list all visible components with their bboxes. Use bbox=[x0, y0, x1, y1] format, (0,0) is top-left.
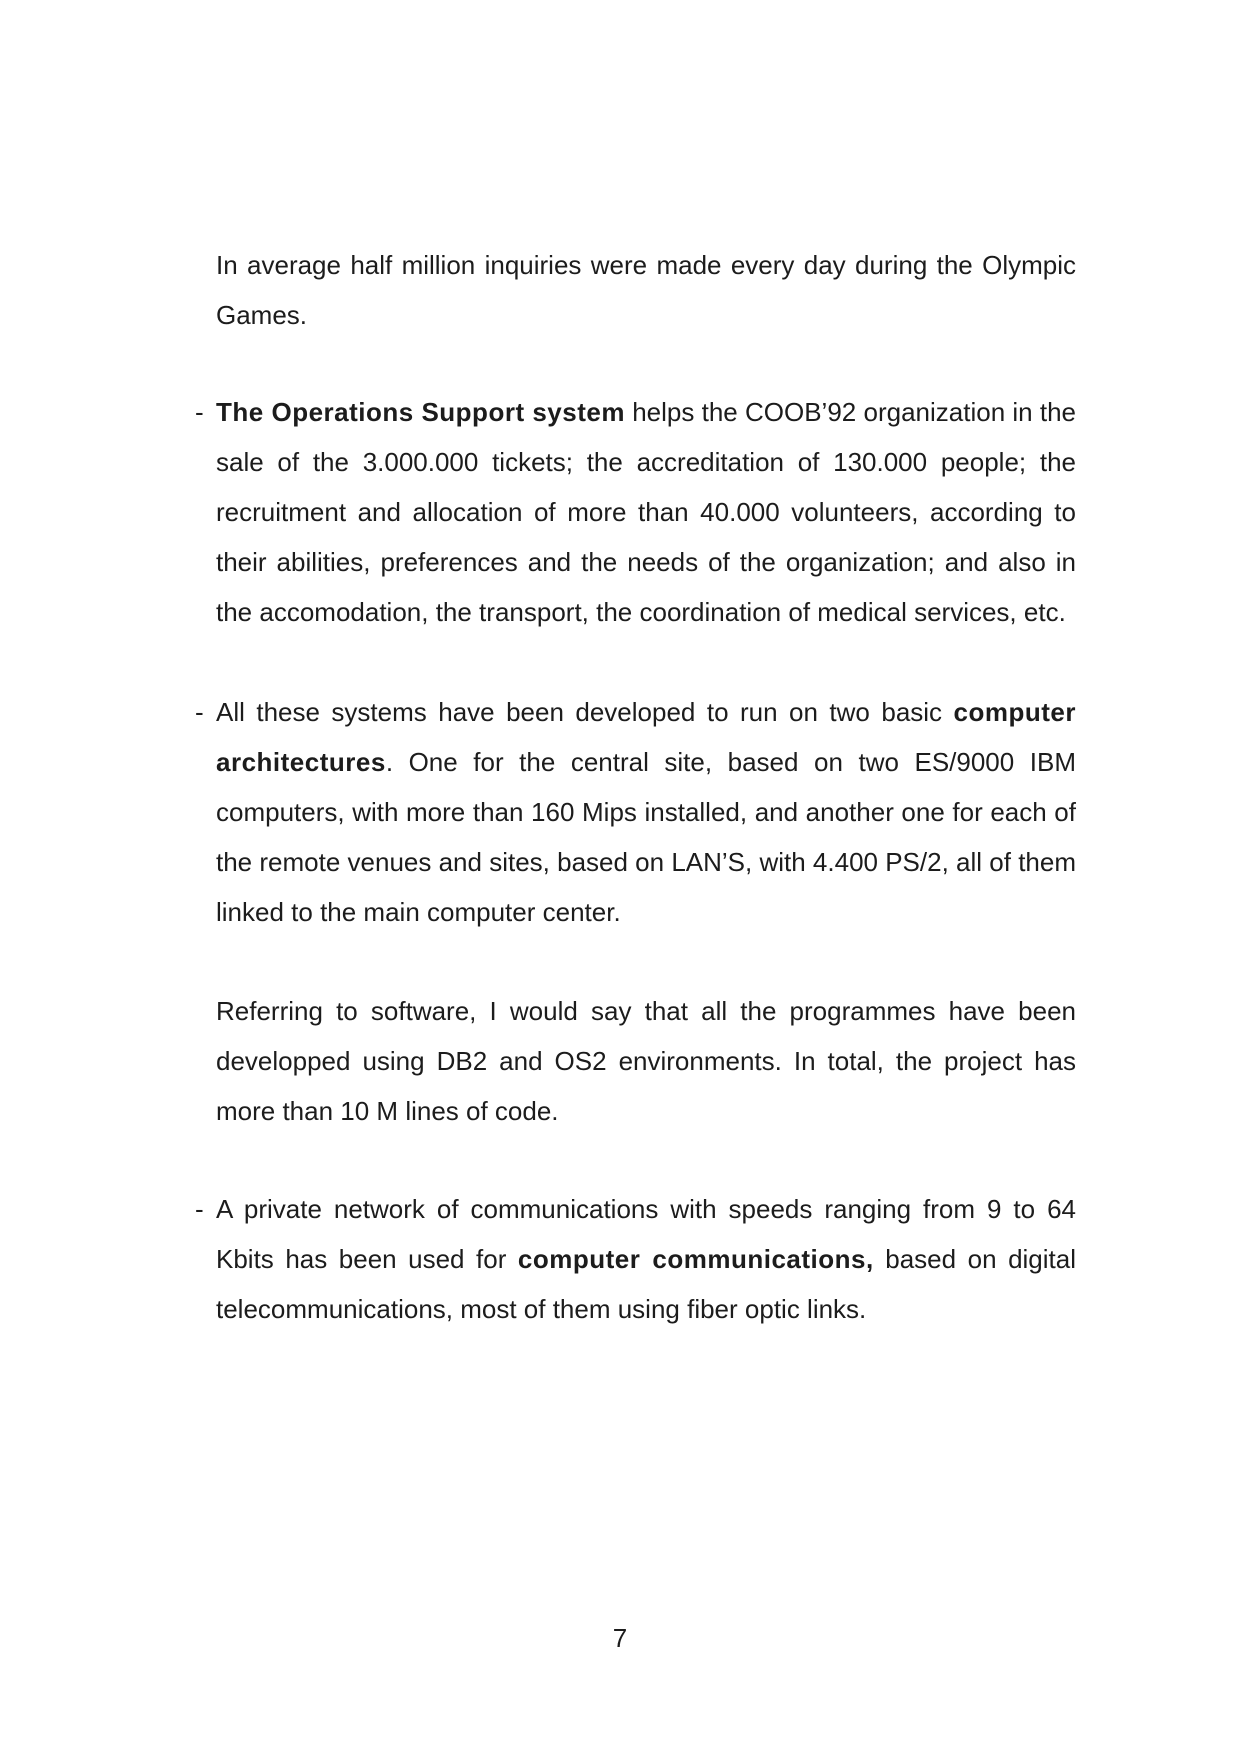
paragraph-inquiries bbox=[216, 240, 1076, 340]
paragraph-communications bbox=[216, 1184, 1076, 1334]
paragraph-software bbox=[216, 986, 1076, 1136]
paragraph-text: . One for the central site, based on two ES/9000 IBM computers, with more than 160 Mips installed, and another one for each of the remote venues and sites, based on LAN’S, with 4.400 PS/2, all of them linked to the main computer center. bbox=[216, 747, 1076, 927]
bold-term: The Operations Support system bbox=[216, 397, 625, 427]
bold-term: computer communications, bbox=[517, 1244, 874, 1274]
paragraph-operations-support bbox=[216, 387, 1076, 637]
bullet-dash: - bbox=[195, 1194, 204, 1224]
paragraph-text: A private network of communications with speeds ranging from 9 to 64 Kbits has been used for bbox=[216, 1194, 1076, 1274]
paragraph-text: All these systems have been developed to run on two basic bbox=[216, 697, 954, 727]
paragraph-text: helps the COOB’92 organization in the sale of the 3.000.000 tickets; the accreditation of 130.000 people; the recruitment and allocation of more than 40.000 volunteers, according to their abilities, preferences and the needs of the organization; and also in the accomodation, the transport, the coordination of medical services, etc. bbox=[216, 397, 1077, 627]
bullet-dash: - bbox=[195, 697, 204, 727]
bullet-dash: - bbox=[195, 397, 204, 427]
paragraph-text: In average half million inquiries were made every day during the Olympic Games. bbox=[216, 250, 1076, 330]
paragraph-computer-architectures bbox=[216, 687, 1076, 937]
paragraph-text: Referring to software, I would say that all the programmes have been developped using DB2 and OS2 environments. In total, the project has more than 10 M lines of code. bbox=[216, 996, 1076, 1126]
page-number: 7 bbox=[612, 1623, 628, 1653]
bold-term: computer architectures bbox=[216, 697, 1076, 777]
paragraph-text: based on digital telecommunications, most of them using fiber optic links. bbox=[216, 1244, 1077, 1324]
